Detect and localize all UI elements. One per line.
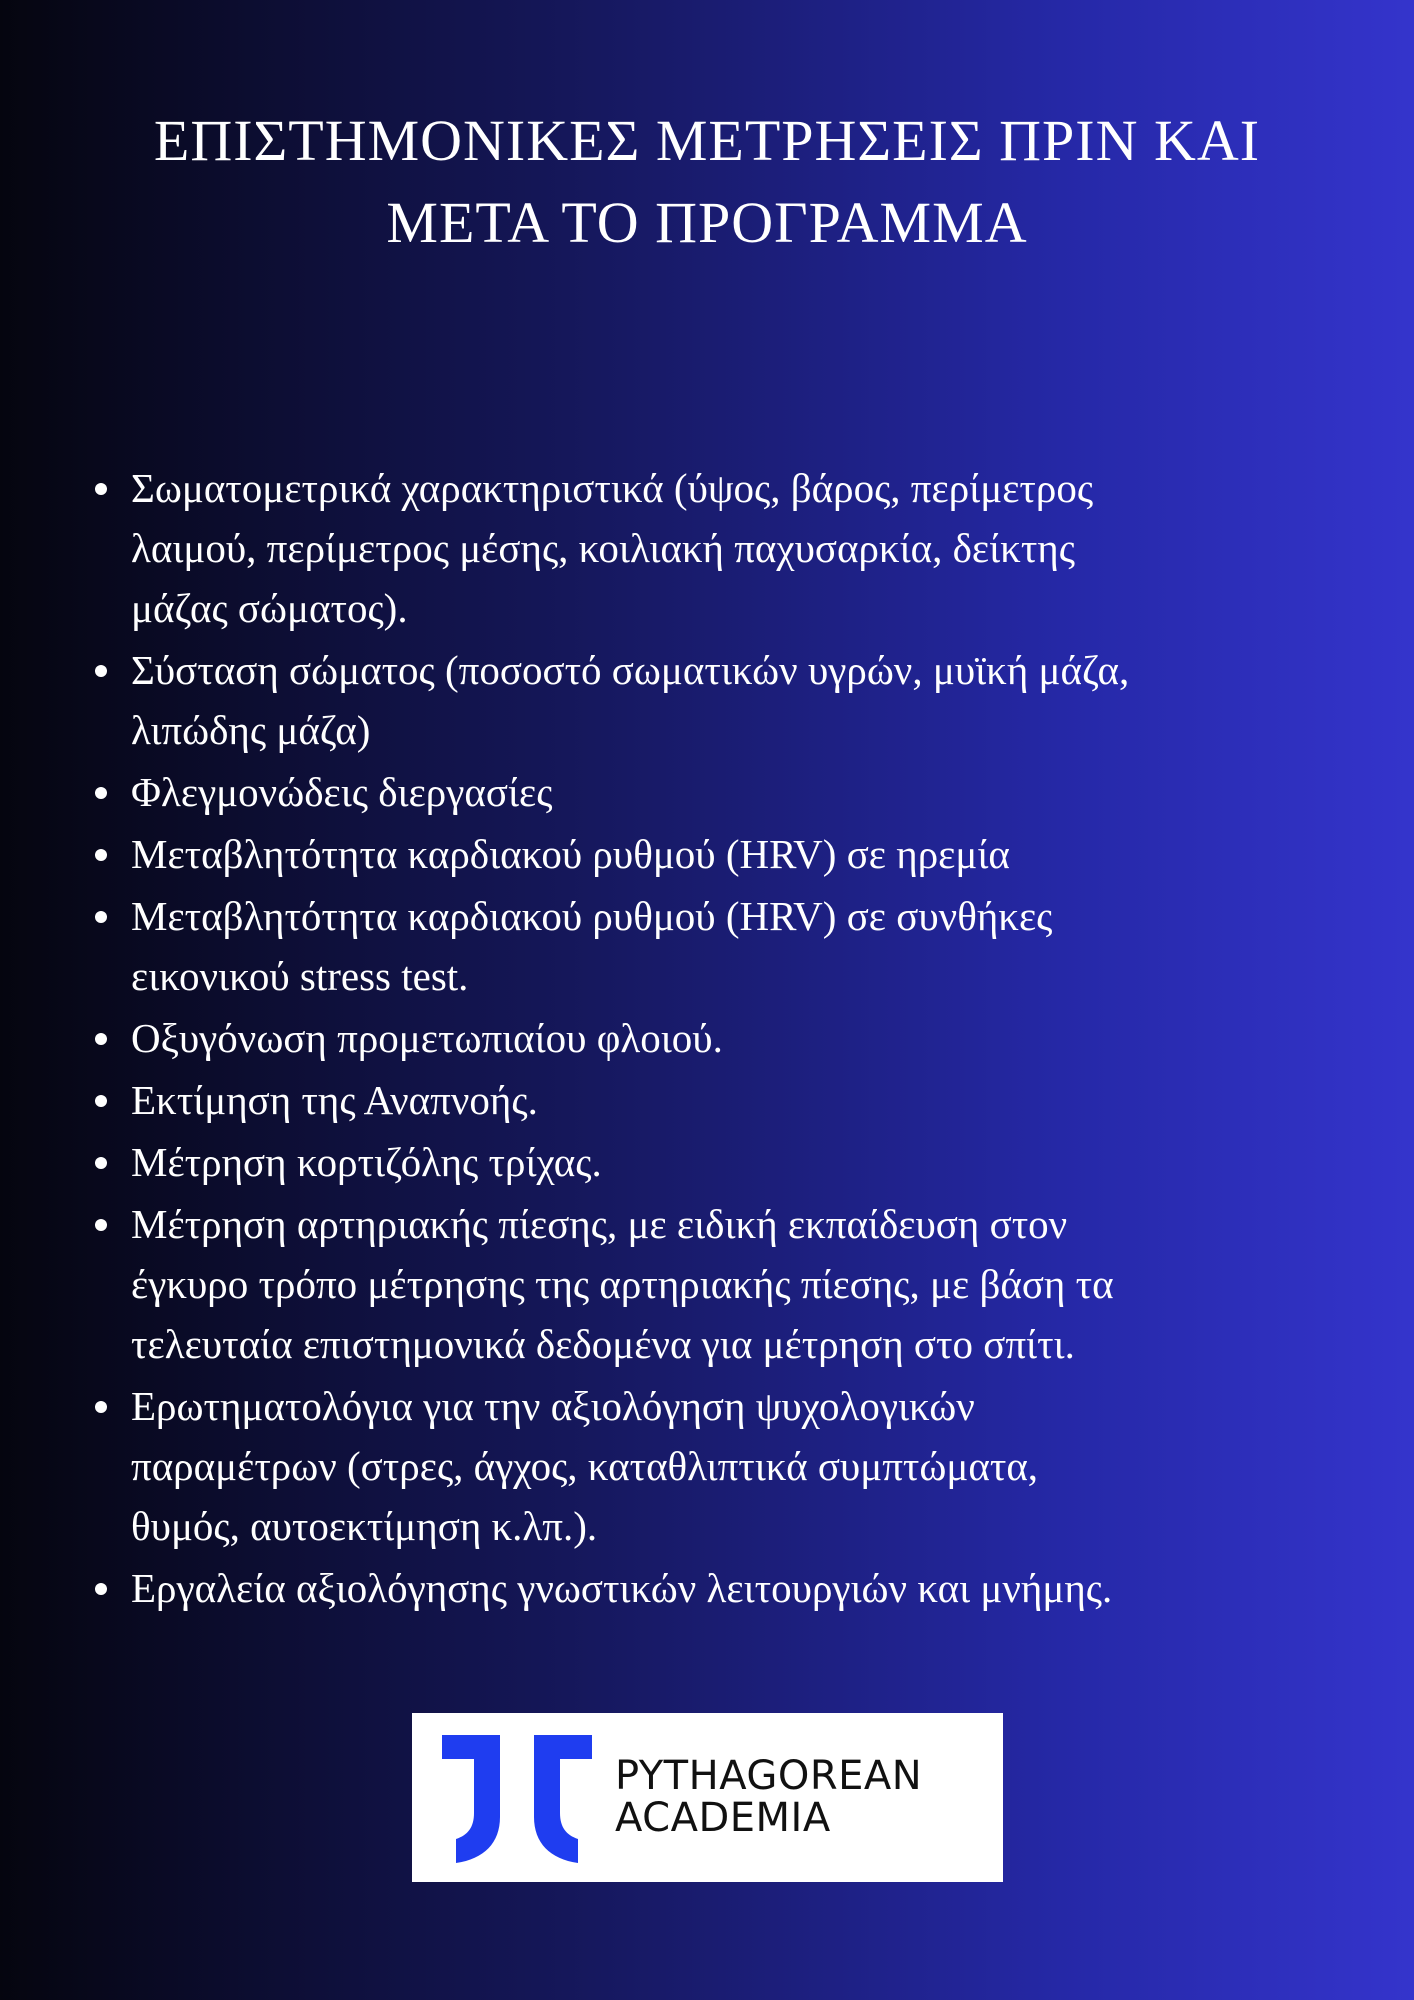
- logo-line-1: PYTHAGOREAN: [615, 1753, 923, 1799]
- title-line-1: ΕΠΙΣΤΗΜΟΝΙΚΕΣ ΜΕΤΡΗΣΕΙΣ ΠΡΙΝ ΚΑΙ: [153, 108, 1261, 173]
- page-title: [60, 100, 1354, 264]
- bullet-icon: [95, 1033, 107, 1045]
- measurements-list: [95, 458, 1375, 1620]
- bullet-icon: [95, 1583, 107, 1595]
- pi-logo-icon: [442, 1735, 592, 1865]
- bullet-icon: [95, 1401, 107, 1413]
- list-item: Φλεγμονώδεις διεργασίες: [95, 762, 1375, 822]
- logo: [412, 1713, 1003, 1882]
- bullet-icon: [95, 849, 107, 861]
- list-item: Σύσταση σώματος (ποσοστό σωματικών υγρών, μυϊκή μάζα, λιπώδης μάζα): [95, 640, 1375, 760]
- list-item: Εργαλεία αξιολόγησης γνωστικών λειτουργιών και μνήμης.: [95, 1558, 1375, 1618]
- bullet-icon: [95, 911, 107, 923]
- list-item: Οξυγόνωση προμετωπιαίου φλοιού.: [95, 1008, 1375, 1068]
- bullet-icon: [95, 1095, 107, 1107]
- bullet-icon: [95, 787, 107, 799]
- list-item: Μέτρηση κορτιζόλης τρίχας.: [95, 1132, 1375, 1192]
- bullet-icon: [95, 483, 107, 495]
- list-item: Εκτίμηση της Αναπνοής.: [95, 1070, 1375, 1130]
- list-item: Μέτρηση αρτηριακής πίεσης, με ειδική εκπαίδευση στον έγκυρο τρόπο μέτρησης της αρτηριακής πίεσης, με βάση τα τελευταία επιστημονικά δεδομένα για μέτρηση στο σπίτι.: [95, 1194, 1375, 1374]
- title-line-2: ΜΕΤΑ ΤΟ ΠΡΟΓΡΑΜΜΑ: [386, 190, 1028, 255]
- logo-line-2: ACADEMIA: [615, 1795, 831, 1841]
- logo-text: [615, 1755, 922, 1839]
- bullet-icon: [95, 1219, 107, 1231]
- list-item: Μεταβλητότητα καρδιακού ρυθμού (HRV) σε ηρεμία: [95, 824, 1375, 884]
- list-item: Ερωτηματολόγια για την αξιολόγηση ψυχολογικών παραμέτρων (στρες, άγχος, καταθλιπτικά συμπτώματα, θυμός, αυτοεκτίμηση κ.λπ.).: [95, 1376, 1375, 1556]
- bullet-icon: [95, 1157, 107, 1169]
- bullet-icon: [95, 665, 107, 677]
- list-item: Μεταβλητότητα καρδιακού ρυθμού (HRV) σε συνθήκες εικονικού stress test.: [95, 886, 1375, 1006]
- list-item: Σωματομετρικά χαρακτηριστικά (ύψος, βάρος, περίμετρος λαιμού, περίμετρος μέσης, κοιλιακή παχυσαρκία, δείκτης μάζας σώματος).: [95, 458, 1375, 638]
